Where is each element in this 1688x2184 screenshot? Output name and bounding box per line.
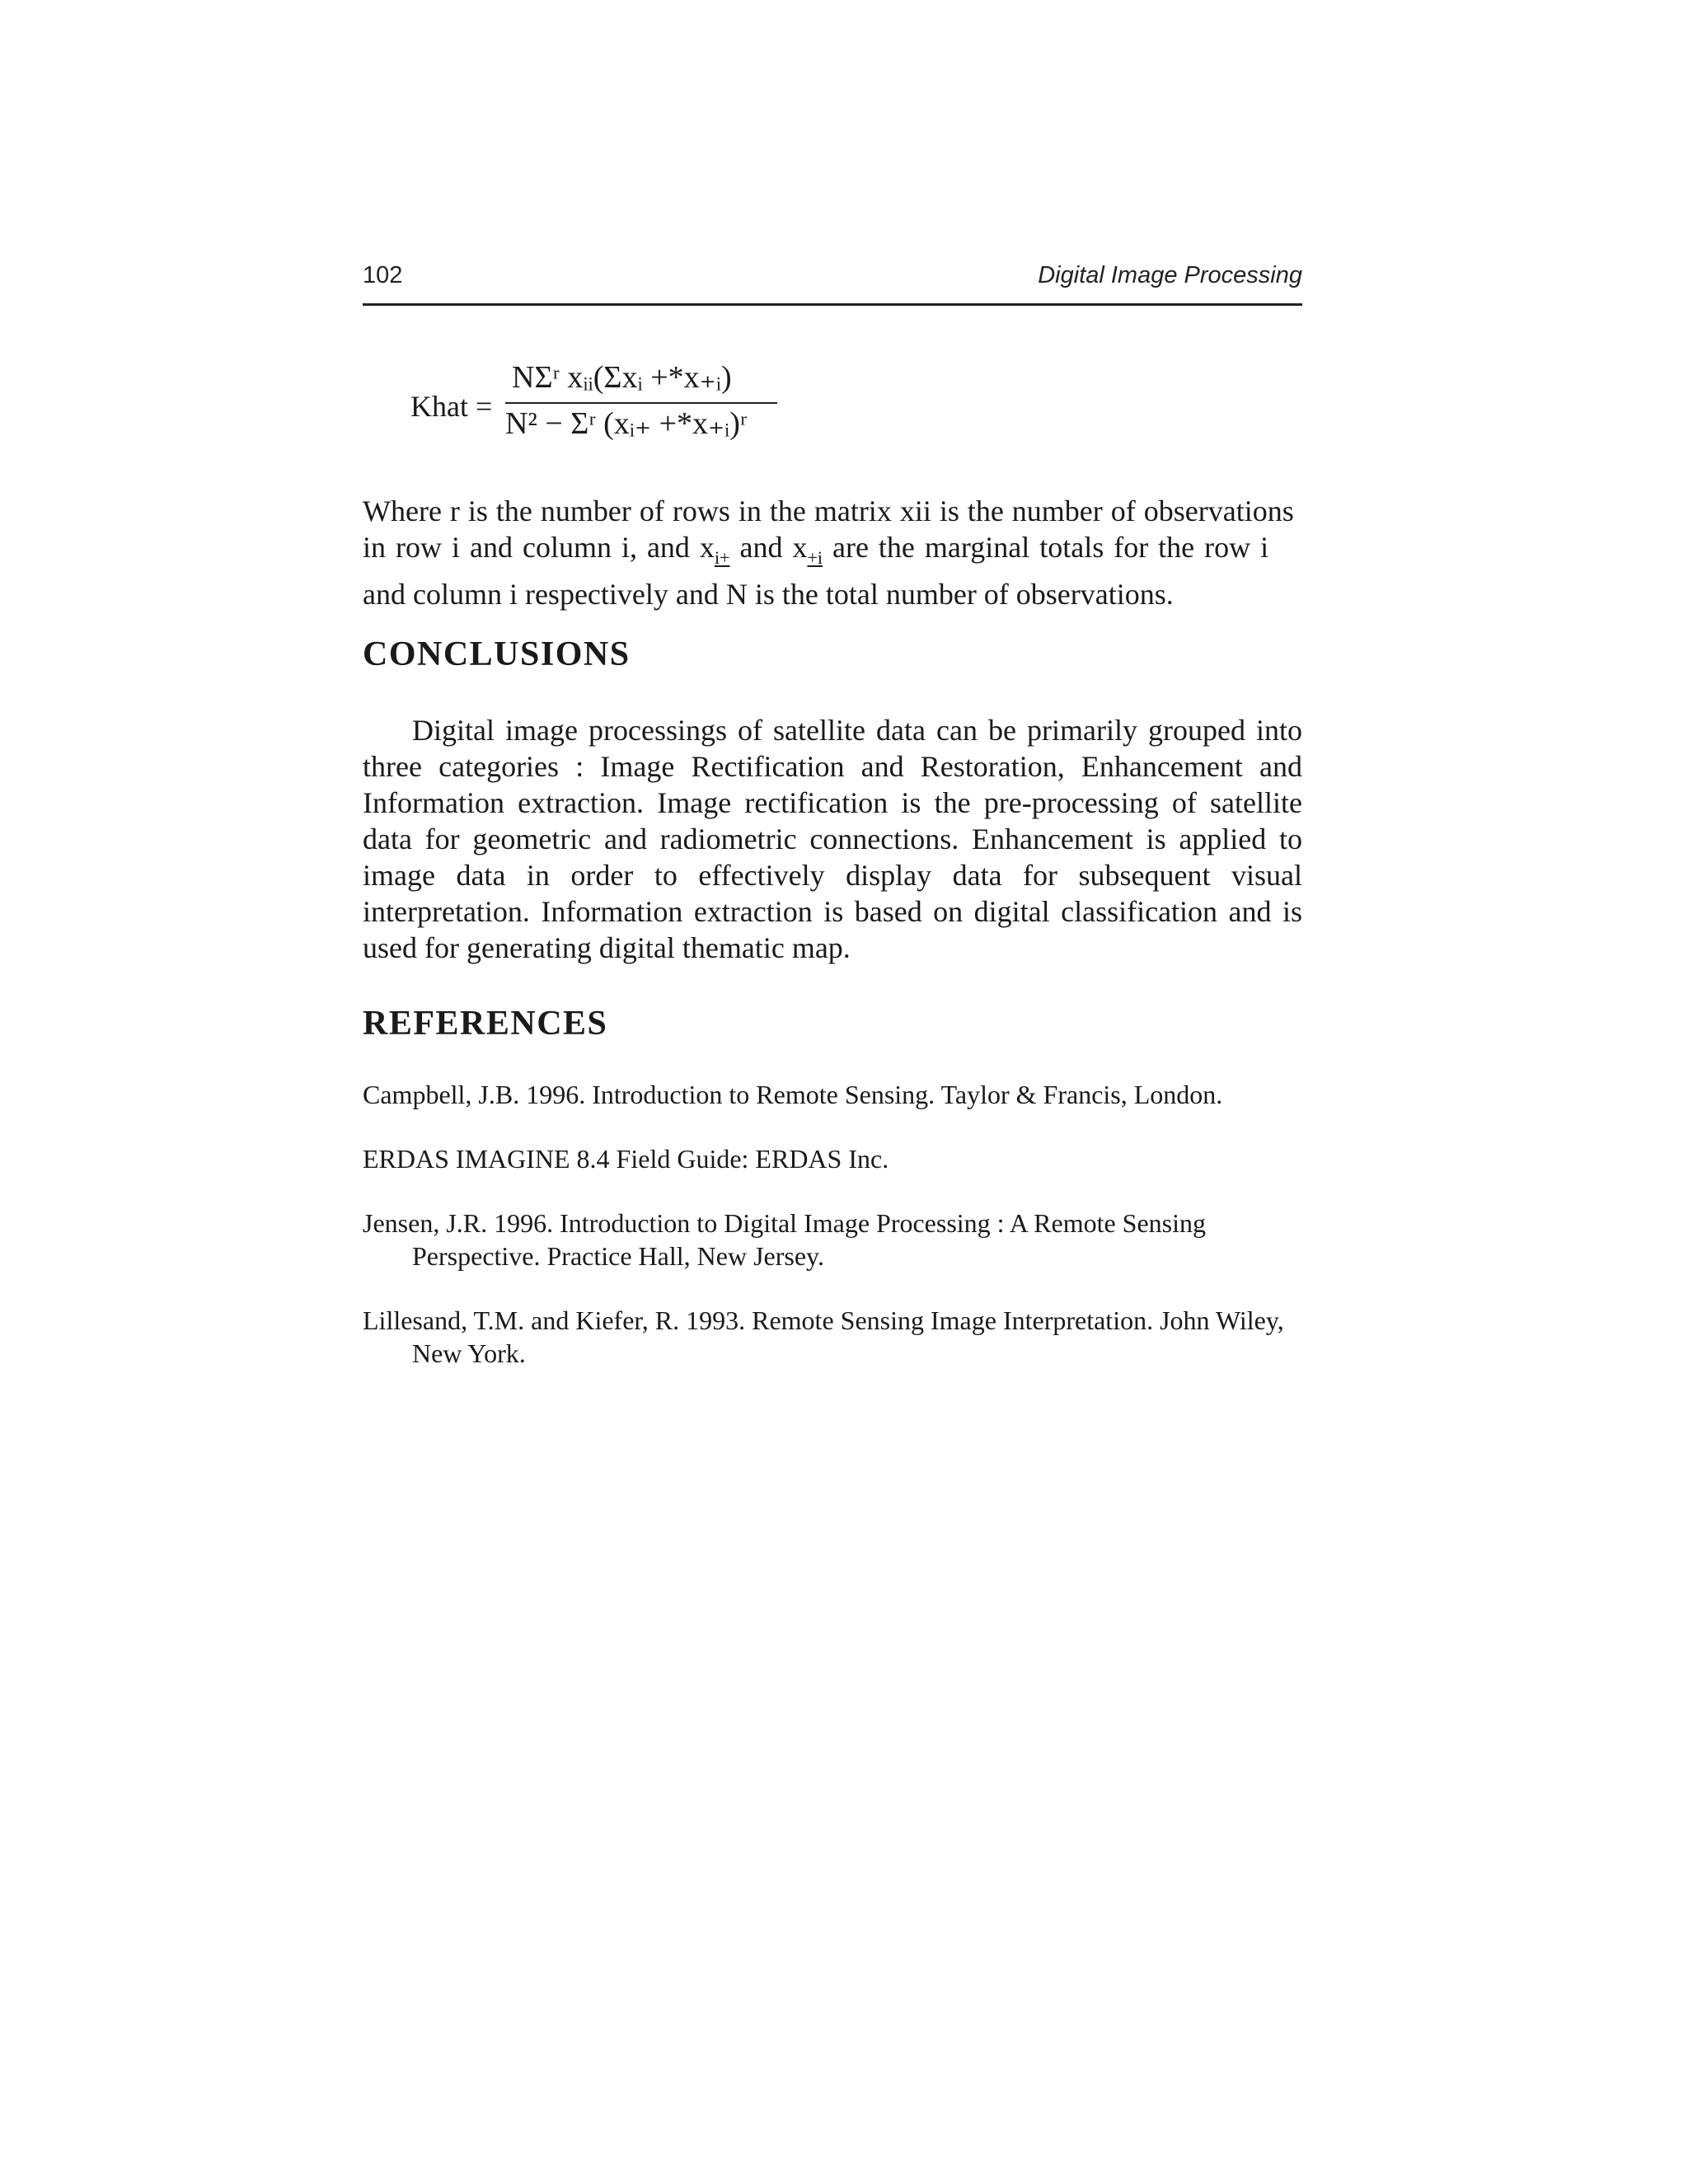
where-paragraph — [363, 493, 1302, 612]
conclusions-body — [363, 712, 1302, 966]
reference-item: Campbell, J.B. 1996. Introduction to Remote Sensing. Taylor & Francis, London. — [363, 1080, 1223, 1109]
formula-fraction — [505, 359, 777, 445]
running-header — [363, 262, 1302, 298]
reference-item: Lillesand, T.M. and Kiefer, R. 1993. Remote Sensing Image Interpretation. John Wiley, New York. — [363, 1305, 1284, 1368]
references-heading: REFERENCES — [363, 1005, 608, 1043]
book-title: Digital Image Processing — [1038, 262, 1302, 288]
conclusions-paragraph — [363, 712, 1302, 966]
reference-item: ERDAS IMAGINE 8.4 Field Guide: ERDAS Inc. — [363, 1144, 889, 1174]
where-line-2-pre: in row i and column i, and x — [363, 531, 715, 564]
conclusions-text: Digital image processings of satellite data can be primarily grouped into three categories : Image Rectification and Restoration, Enhancement and Information extraction. Image rectification is the pre-processing of satellite data for geometric and radiometric connections. Enhancement is applied to image data in order to effectively display data for subsequent visual interpretation. Information extraction is based on digital classification and is used for generating digital thematic map. — [363, 714, 1302, 964]
kappa-formula — [410, 359, 872, 458]
conclusions-section — [363, 635, 1302, 674]
reference-item: Jensen, J.R. 1996. Introduction to Digital Image Processing : A Remote Sensing Perspective. Practice Hall, New Jersey. — [363, 1208, 1207, 1271]
where-line-2 — [363, 529, 1302, 576]
formula-denominator: N² − Σʳ (xᵢ₊ +*x₊ᵢ)ʳ — [505, 406, 748, 441]
conclusions-heading: CONCLUSIONS — [363, 635, 631, 673]
where-line-2-post: are the marginal totals for the row i — [822, 531, 1269, 564]
page-number: 102 — [363, 262, 403, 288]
where-line-2-mid: and x — [729, 531, 808, 564]
reference-list — [363, 1078, 1302, 1370]
fraction-bar — [505, 402, 777, 404]
formula-numerator: NΣʳ xᵢᵢ(Σxᵢ +*x₊ᵢ) — [512, 360, 732, 395]
sub-i-plus: i+ — [714, 547, 730, 569]
document-page — [363, 262, 1302, 1368]
header-rule — [363, 303, 1302, 306]
references-section — [363, 1004, 1302, 1043]
sub-plus-i: +i — [807, 547, 823, 569]
formula-lhs: Khat = — [410, 390, 493, 423]
where-line-3: and column i respectively and N is the total number of observations. — [363, 578, 1174, 612]
where-line-1: Where r is the number of rows in the matrix xii is the number of observations — [363, 494, 1294, 527]
